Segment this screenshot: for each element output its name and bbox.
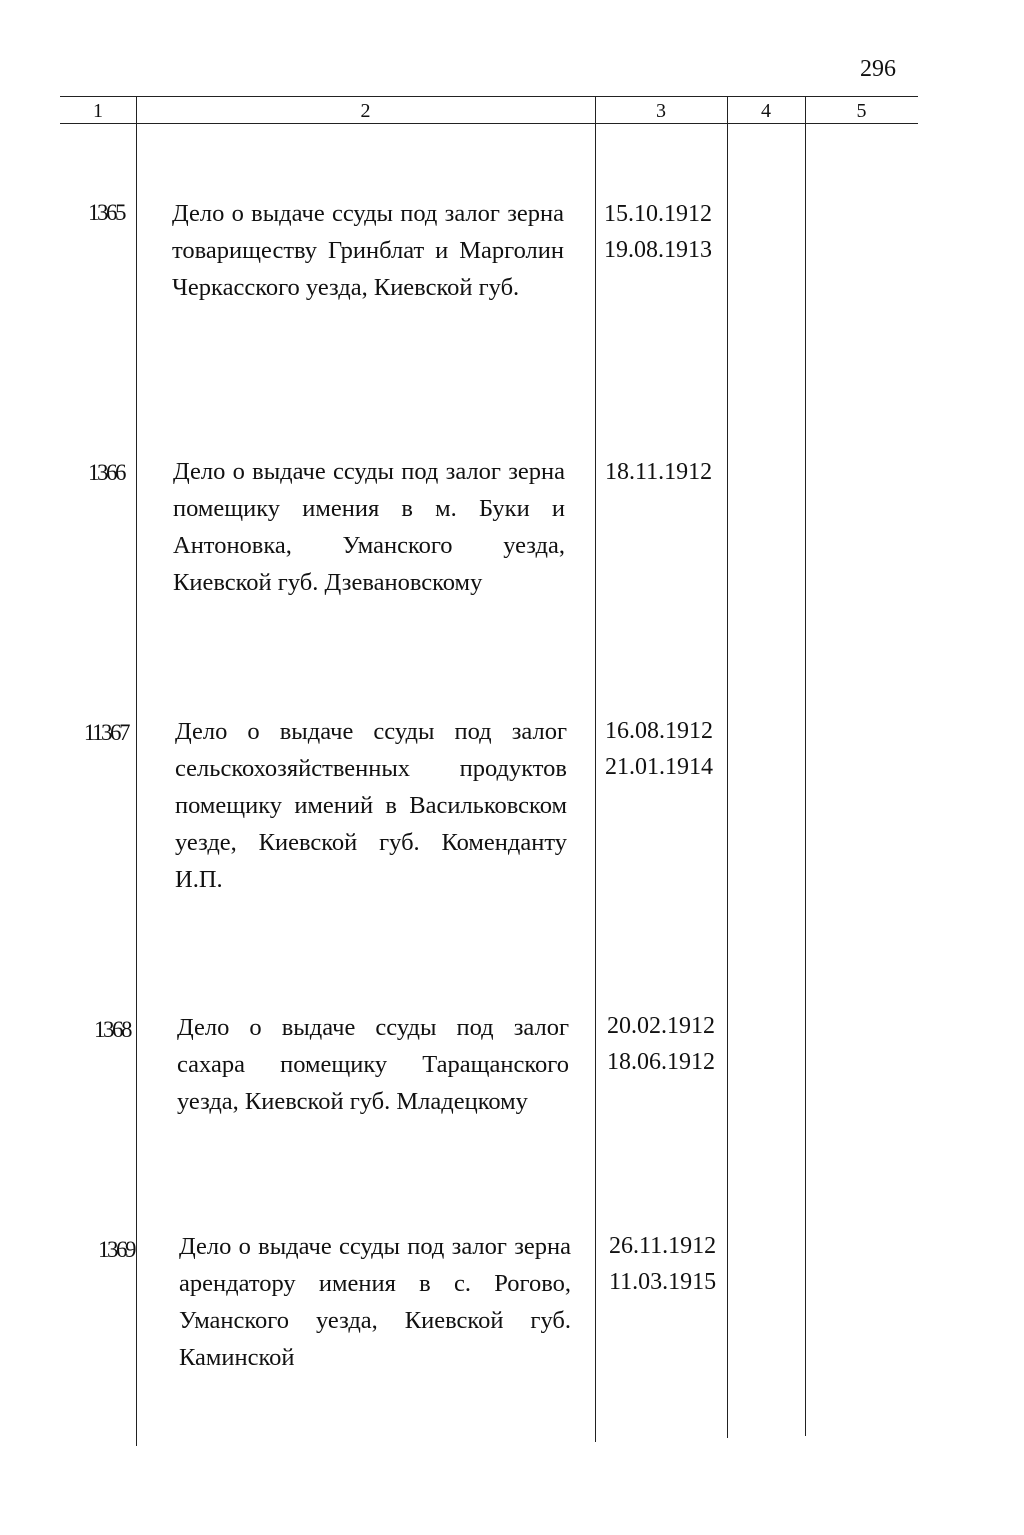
column-heading-2: 2	[360, 100, 371, 122]
column-heading-3: 3	[656, 100, 666, 122]
record-date: 26.11.1912	[609, 1233, 717, 1259]
record-dates	[607, 1008, 715, 1080]
column-heading-1: 1	[93, 100, 103, 122]
column-heading-5: 5	[856, 100, 867, 122]
record-date: 16.08.1912	[605, 718, 713, 744]
column-divider-4	[805, 96, 806, 1436]
record-description: Дело о выдаче ссуды под залог зерна помещику имения в м. Буки и Антоновка, Уманского уезда, Киевской губ. Дзевановскому	[173, 458, 565, 596]
record-date: 21.01.1914	[605, 754, 713, 780]
record-number: 1365	[88, 200, 124, 225]
record-date: 18.06.1912	[607, 1049, 715, 1075]
record-number: 1366	[88, 460, 124, 485]
record-description: Дело о выдаче ссуды под залог сахара помещику Таращанского уезда, Киевской губ. Младецкому	[177, 1014, 569, 1115]
record-dates	[605, 454, 712, 490]
record-date: 15.10.1912	[604, 201, 712, 227]
table-header-top-rule	[60, 96, 918, 97]
record-date: 20.02.1912	[607, 1013, 715, 1039]
column-heading-4: 4	[761, 100, 771, 122]
record-number: 11367	[83, 720, 128, 745]
record-dates	[605, 713, 713, 785]
record-number: 1369	[98, 1237, 134, 1262]
record-number: 1368	[94, 1017, 130, 1042]
record-date: 19.08.1913	[604, 237, 712, 263]
column-divider-1	[136, 96, 137, 1446]
record-dates	[604, 196, 712, 268]
record-date: 11.03.1915	[609, 1269, 717, 1295]
record-description: Дело о выдаче ссуды под залог зерна товариществу Гринблат и Марголин Черкасского уезда, Киевской губ.	[172, 200, 564, 301]
record-dates	[609, 1228, 716, 1300]
column-divider-2	[595, 96, 596, 1442]
page-number: 296	[860, 56, 896, 82]
column-divider-3	[727, 96, 728, 1438]
record-date: 18.11.1912	[605, 459, 713, 485]
record-description: Дело о выдаче ссуды под залог сельскохозяйственных продуктов помещику имений в Васильковском уезде, Киевской губ. Коменданту И.П.	[175, 718, 567, 893]
record-description: Дело о выдаче ссуды под залог зерна арендатору имения в с. Рогово, Уманского уезда, Киевской губ. Каминской	[179, 1233, 571, 1371]
table-header-bottom-rule	[60, 123, 918, 124]
